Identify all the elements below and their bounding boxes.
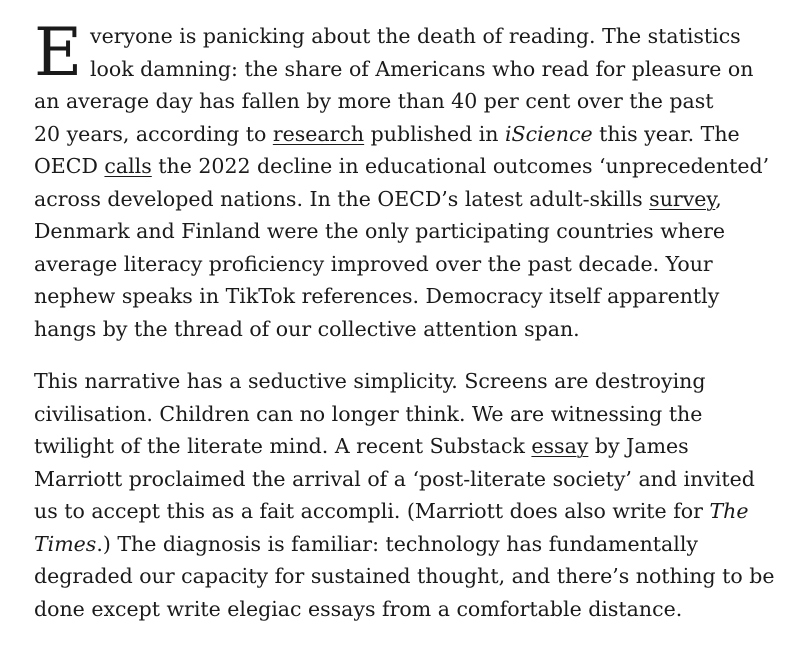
text-line: This narrative has a seductive simplicity. Screens are destroying: [34, 369, 706, 393]
text-line: hangs by the thread of our collective attention span.: [34, 316, 580, 341]
text-line: veryone is panicking about the death of reading. The statistics: [90, 24, 741, 48]
text-line: [34, 150, 774, 183]
text-fragment: .) The diagnosis is familiar: technology has fundamentally: [96, 531, 698, 556]
text-line: nephew speaks in TikTok references. Democracy itself apparently: [34, 284, 720, 308]
text-line: [34, 430, 774, 463]
research-link[interactable]: research: [272, 121, 365, 146]
text-line: civilisation. Children can no longer think. We are witnessing the: [34, 401, 703, 426]
paragraph-2: [34, 365, 774, 625]
publication-name: The: [709, 499, 749, 523]
text-line: Marriott proclaimed the arrival of a ‘post-literate society’ and invited: [34, 466, 755, 491]
text-fragment: OECD: [34, 154, 105, 178]
article-body: [34, 14, 775, 625]
drop-cap: E: [34, 14, 83, 91]
text-fragment: ,: [715, 186, 722, 211]
text-fragment: 20 years, according to: [34, 121, 273, 146]
text-fragment: the 2022 decline in educational outcomes ‘unprecedented’: [151, 154, 770, 178]
text-line: [34, 183, 774, 216]
text-line: [34, 118, 774, 151]
text-line: an average day has fallen by more than 40 per cent over the past: [34, 89, 714, 113]
text-fragment: published in: [364, 121, 505, 146]
text-fragment: twilight of the literate mind. A recent Substack: [34, 434, 532, 458]
survey-link[interactable]: survey: [649, 186, 716, 211]
text-line: degraded our capacity for sustained thought, and there’s nothing to be: [34, 564, 775, 588]
text-line: [34, 495, 774, 528]
journal-name: iScience: [505, 121, 593, 146]
text-line: look damning: the share of Americans who read for pleasure on: [90, 56, 754, 81]
paragraph-1: [34, 14, 774, 345]
calls-link[interactable]: calls: [104, 154, 152, 178]
text-fragment: across developed nations. In the OECD’s latest adult-skills: [34, 186, 650, 211]
dropcap-block: [34, 14, 774, 91]
text-line: done except write elegiac essays from a comfortable distance.: [34, 596, 683, 621]
essay-link[interactable]: essay: [531, 434, 589, 458]
text-line: Denmark and Finland were the only participating countries where: [34, 219, 726, 243]
text-fragment: us to accept this as a fait accompli. (Marriott does also write for: [34, 499, 710, 523]
text-line: average literacy proficiency improved over the past decade. Your: [34, 251, 713, 276]
text-fragment: by James: [588, 434, 689, 458]
text-line: [34, 528, 774, 561]
text-fragment: this year. The: [592, 121, 740, 146]
publication-name: Times: [34, 531, 97, 556]
